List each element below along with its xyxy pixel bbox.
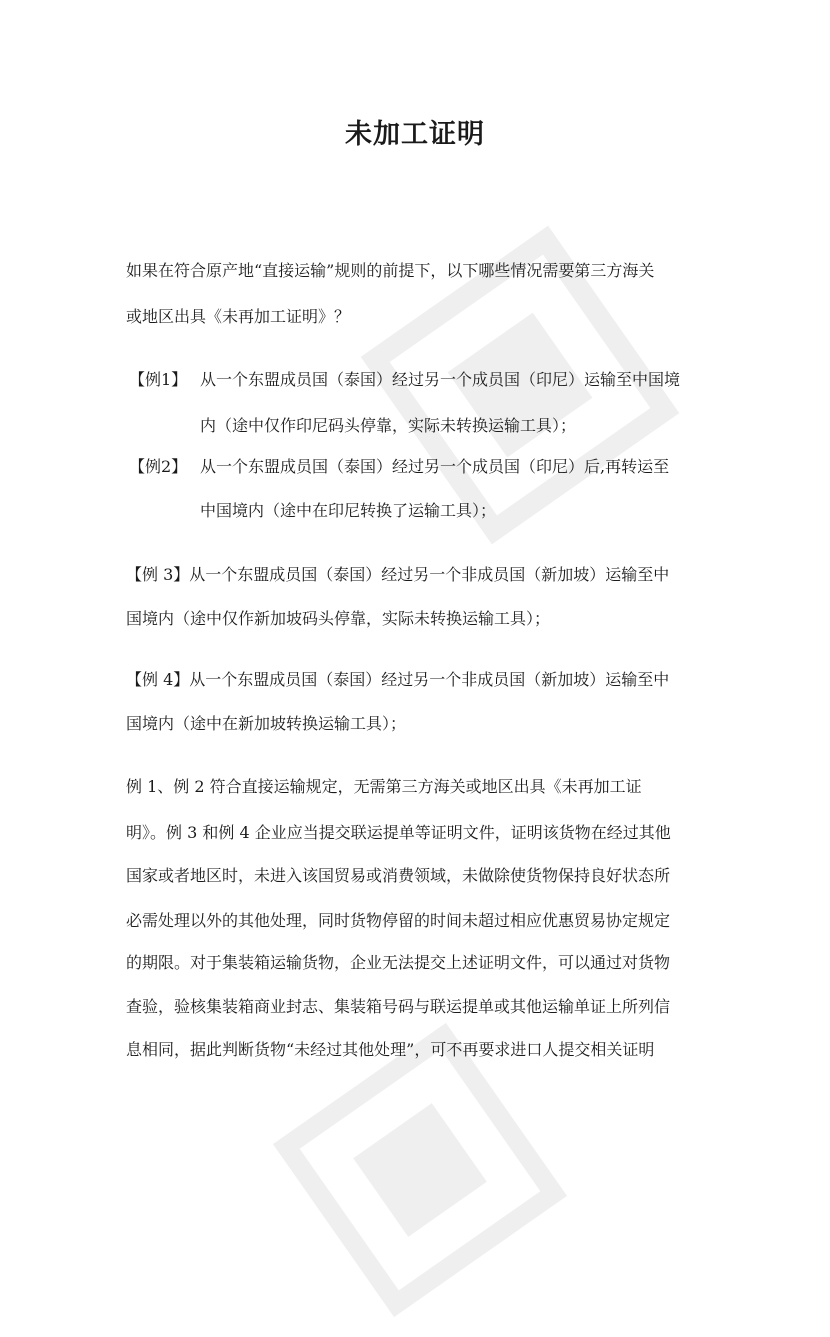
answer-line: 的期限。对于集装箱运输货物，企业无法提交上述证明文件，可以通过对货物 (126, 953, 671, 972)
answer-line: 必需处理以外的其他处理，同时货物停留的时间未超过相应优惠贸易协定规定 (126, 911, 671, 930)
answer-line: 国家或者地区时，未进入该国贸易或消费领域，未做除使货物保持良好状态所 (126, 866, 671, 885)
example-4-line-2: 国境内（途中在新加坡转换运输工具）； (126, 714, 407, 733)
example-3-line-1: 【例 3】从一个东盟成员国（泰国）经过另一个非成员国（新加坡）运输至中 (126, 565, 670, 584)
answer-line: 例 1、例 2 符合直接运输规定，无需第三方海关或地区出具《未再加工证 (126, 777, 642, 796)
answer-line: 明》。例 3 和例 4 企业应当提交联运提单等证明文件，证明该货物在经过其他 (126, 823, 671, 842)
example-2-line-1: 从一个东盟成员国（泰国）经过另一个成员国（印尼）后,再转运至 (200, 457, 670, 476)
example-1-line-1: 从一个东盟成员国（泰国）经过另一个成员国（印尼）运输至中国境 (200, 370, 681, 389)
example-1-label: 【例1】 (129, 370, 188, 389)
answer-line: 查验，验核集装箱商业封志、集装箱号码与联运提单或其他运输单证上所列信 (126, 997, 671, 1016)
question-line-2: 或地区出具《未再加工证明》？ (126, 307, 351, 326)
question-line-1: 如果在符合原产地“直接运输”规则的前提下，以下哪些情况需要第三方海关 (126, 261, 655, 280)
example-3-line-2: 国境内（途中仅作新加坡码头停靠，实际未转换运输工具）； (126, 609, 551, 628)
example-1-line-2: 内（途中仅作印尼码头停靠，实际未转换运输工具）； (200, 416, 577, 435)
example-2-line-2: 中国境内（途中在印尼转换了运输工具）； (200, 501, 497, 520)
example-4-line-1: 【例 4】从一个东盟成员国（泰国）经过另一个非成员国（新加坡）运输至中 (126, 670, 670, 689)
answer-line: 息相同，据此判断货物“未经过其他处理”，可不再要求进口人提交相关证明 (126, 1040, 655, 1059)
example-2-label: 【例2】 (129, 457, 188, 476)
page-title: 未加工证明 (345, 119, 485, 150)
